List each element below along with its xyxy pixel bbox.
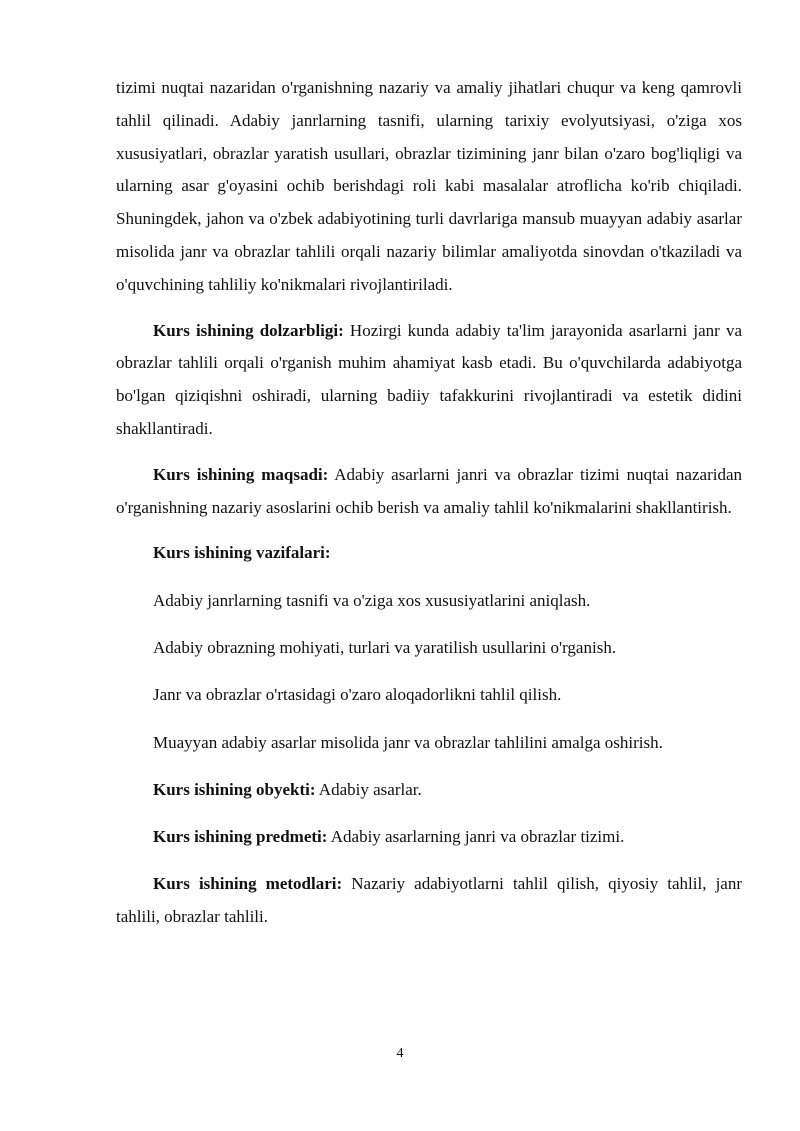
relevance-paragraph xyxy=(116,315,742,446)
relevance-label: Kurs ishining dolzarbligi: xyxy=(153,320,344,340)
task-item: Adabiy obrazning mohiyati, turlari va yaratilish usullarini o'rganish. xyxy=(153,637,617,657)
task-item: Janr va obrazlar o'rtasidagi o'zaro aloqadorlikni tahlil qilish. xyxy=(153,685,562,705)
methods-paragraph xyxy=(116,868,742,934)
object-text: Adabiy asarlar. xyxy=(315,779,422,799)
subject-paragraph xyxy=(116,821,742,854)
goal-text: Adabiy asarlarni janri va obrazlar tizimi nuqtai nazaridan o'rganishning nazariy asoslarini ochib berish va amaliy tahlil ko'nikmalarini shakllantirish. xyxy=(116,464,743,517)
goal-paragraph xyxy=(116,459,742,525)
tasks-label: Kurs ishining vazifalari: xyxy=(153,543,331,563)
document-page xyxy=(116,72,742,947)
subject-text: Adabiy asarlarning janri va obrazlar tizimi. xyxy=(327,827,625,847)
task-item: Adabiy janrlarning tasnifi va o'ziga xos xususiyatlarini aniqlash. xyxy=(153,590,591,610)
intro-paragraph: tizimi nuqtai nazaridan o'rganishning nazariy va amaliy jihatlari chuqur va keng qamrovli tahlil qilinadi. Adabiy janrlarning tasnifi, ularning tarixiy evolyutsiyasi, o'ziga xos xususiyatlari, obrazlar yaratish usullari, obrazlar tizimining janr bilan o'zaro bog'liqligi va ularning asar g'oyasini ochib berishdagi roli kabi masalalar atroflicha ko'rib chiqiladi. Shuningdek, jahon va o'zbek adabiyotining turli davrlariga mansub muayyan adabiy asarlar misolida janr va obrazlar tahlili orqali nazariy bilimlar amaliyotda sinovdan o'tkaziladi va o'quvchining tahliliy ko'nikmalari rivojlantiriladi. xyxy=(116,78,742,294)
object-paragraph xyxy=(116,774,742,807)
task-item: Muayyan adabiy asarlar misolida janr va obrazlar tahlilini amalga oshirish. xyxy=(153,732,663,752)
methods-label: Kurs ishining metodlari: xyxy=(153,874,343,894)
methods-text: Nazariy adabiyotlarni tahlil qilish, qiyosiy tahlil, janr tahlili, obrazlar tahlili. xyxy=(116,874,743,927)
tasks-heading xyxy=(116,537,742,570)
page-number: 4 xyxy=(396,1046,404,1061)
object-label: Kurs ishining obyekti: xyxy=(153,779,316,799)
goal-label: Kurs ishining maqsadi: xyxy=(153,464,329,484)
subject-label: Kurs ishining predmeti: xyxy=(153,827,328,847)
relevance-text: Hozirgi kunda adabiy ta'lim jarayonida asarlarni janr va obrazlar tahlili orqali o'rganish muhim ahamiyat kasb etadi. Bu o'quvchilarda adabiyotga bo'lgan qiziqishni oshiradi, ularning badiiy tafakkurini rivojlantiradi va estetik didini shakllantiradi. xyxy=(116,320,742,438)
